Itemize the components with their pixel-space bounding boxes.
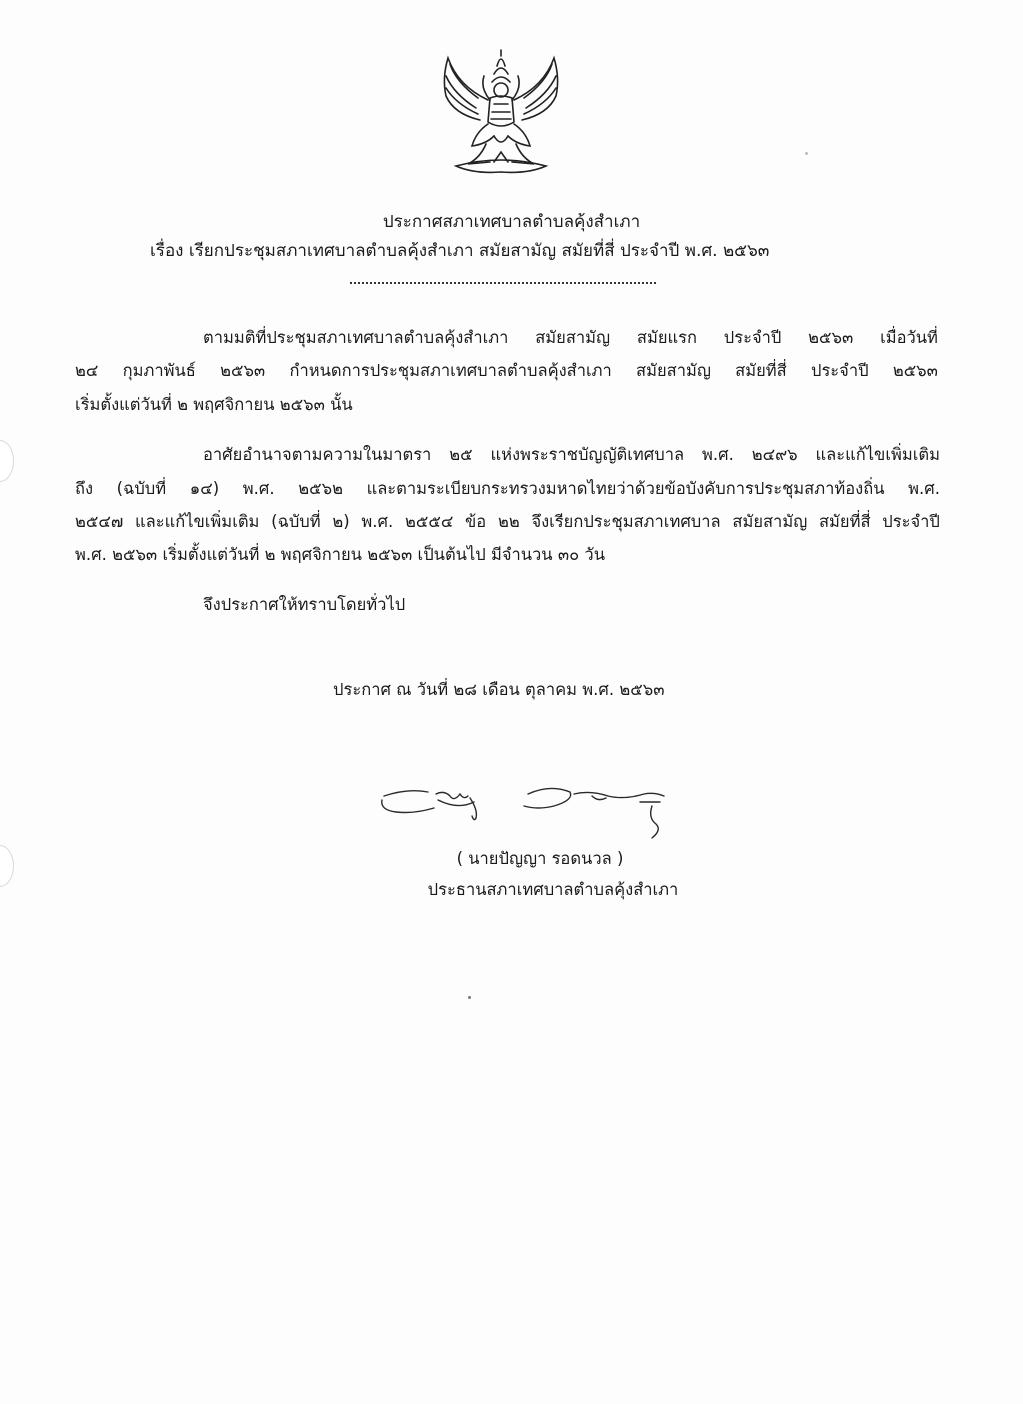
- dateline: ประกาศ ณ วันที่ ๒๘ เดือน ตุลาคม พ.ศ. ๒๕๖๓: [333, 680, 665, 699]
- scan-speck: [805, 152, 808, 155]
- text-segment: ประจำปี: [723, 328, 782, 347]
- text-segment: สมัยสามัญ: [636, 361, 711, 380]
- garuda-emblem: [428, 48, 574, 178]
- text-segment: ตามมติที่ประชุมสภาเทศบาลตำบลคุ้งสำเภา: [203, 328, 509, 347]
- signatory-position: ประธานสภาเทศบาลตำบลคุ้งสำเภา: [427, 880, 679, 899]
- text-segment: สมัยที่สี่: [818, 512, 871, 531]
- text-segment: (ฉบับที่: [116, 479, 167, 498]
- text-segment: ๒๕๖๓: [220, 361, 266, 380]
- text-segment: พ.ศ.: [361, 512, 394, 531]
- text-segment: ประจำปี: [810, 361, 869, 380]
- text-segment: ๒๕๔๗: [75, 512, 124, 531]
- text-segment: ถึง: [75, 479, 94, 498]
- text-segment: พ.ศ.: [242, 479, 275, 498]
- paragraph-1-line-1: [203, 325, 938, 351]
- scan-speck: [468, 996, 471, 999]
- text-segment: ๒๔: [75, 361, 99, 380]
- text-segment: แห่งพระราชบัญญัติเทศบาล: [490, 445, 685, 464]
- text-segment: และแก้ไขเพิ่มเติม: [815, 445, 940, 464]
- paragraph-1-line-3: เริ่มตั้งแต่วันที่ ๒ พฤศจิกายน ๒๕๖๓ นั้น: [75, 395, 353, 414]
- text-segment: ๒): [332, 512, 350, 531]
- text-segment: ๒๒: [497, 512, 520, 531]
- separator-dots: [350, 282, 656, 284]
- paragraph-2-line-4: พ.ศ. ๒๕๖๓ เริ่มตั้งแต่วันที่ ๒ พฤศจิกายน ๒๕๖๓ เป็นต้นไป มีจำนวน ๓๐ วัน: [75, 545, 605, 564]
- paragraph-1-line-2: [75, 358, 938, 384]
- text-segment: และแก้ไขเพิ่มเติม: [134, 512, 260, 531]
- text-segment: อาศัยอำนาจตามความในมาตรา: [203, 445, 432, 464]
- text-segment: จึงเรียกประชุมสภาเทศบาล: [531, 512, 721, 531]
- text-segment: สมัยแรก: [636, 328, 697, 347]
- document-subject: เรื่อง เรียกประชุมสภาเทศบาลตำบลคุ้งสำเภา สมัยสามัญ สมัยที่สี่ ประจำปี พ.ศ. ๒๕๖๓: [150, 241, 770, 261]
- signatory-name: ( นายปัญญา รอดนวล ): [456, 849, 624, 868]
- text-segment: สมัยสามัญ: [535, 328, 611, 347]
- text-segment: ๑๔): [189, 479, 220, 498]
- paragraph-2-line-3: [75, 509, 940, 535]
- text-segment: ๒๕๖๓: [892, 361, 938, 380]
- punch-hole: [0, 440, 14, 482]
- text-segment: และตามระเบียบกระทรวงมหาดไทยว่าด้วยข้อบังคับการประชุมสภาท้องถิ่น: [366, 479, 885, 498]
- text-segment: สมัยที่สี่: [735, 361, 787, 380]
- text-segment: ๒๕๖๓: [808, 328, 854, 347]
- text-segment: สมัยสามัญ: [732, 512, 808, 531]
- text-segment: เมื่อวันที่: [880, 328, 938, 347]
- text-segment: ๒๕๖๒: [298, 479, 343, 498]
- document-title: ประกาศสภาเทศบาลตำบลคุ้งสำเภา: [382, 212, 641, 232]
- text-segment: ข้อ: [465, 512, 487, 531]
- text-segment: พ.ศ.: [908, 479, 940, 498]
- text-segment: กุมภาพันธ์: [122, 361, 196, 380]
- text-segment: กำหนดการประชุมสภาเทศบาลตำบลคุ้งสำเภา: [289, 361, 612, 380]
- paragraph-2-line-1: [203, 442, 940, 468]
- text-segment: พ.ศ.: [701, 445, 734, 464]
- text-segment: ๒๕: [449, 445, 473, 464]
- closing-line: จึงประกาศให้ทราบโดยทั่วไป: [203, 595, 406, 614]
- punch-hole: [0, 845, 14, 887]
- text-segment: ๒๔๙๖: [751, 445, 798, 464]
- text-segment: ๒๕๕๔: [404, 512, 454, 531]
- text-segment: (ฉบับที่: [271, 512, 321, 531]
- text-segment: ประจำปี: [882, 512, 940, 531]
- paragraph-2-line-2: [75, 476, 940, 502]
